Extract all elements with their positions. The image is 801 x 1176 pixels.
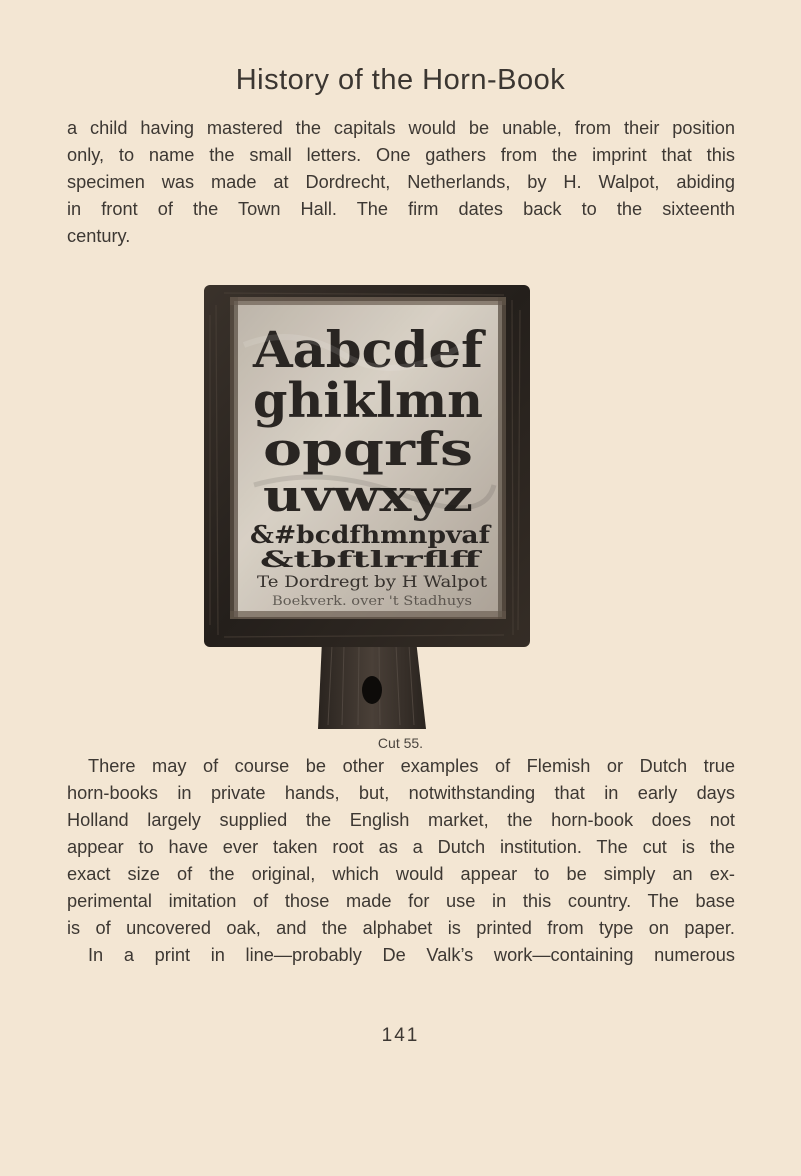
alphabet-row-3: opqrfs bbox=[263, 422, 473, 476]
figure-caption: Cut 55. bbox=[377, 735, 424, 751]
paragraph-2 bbox=[67, 753, 735, 969]
text-line: specimen was made at Dordrecht, Netherlands, by H. Walpot, abiding bbox=[67, 172, 735, 192]
text-line: exact size of the original, which would appear to be simply an ex- bbox=[67, 864, 735, 884]
text-line: only, to name the small letters. One gathers from the imprint that this bbox=[67, 145, 735, 165]
imprint-line-1: Te Dordregt by H Walpot bbox=[257, 572, 488, 591]
page-number: 141 bbox=[381, 1025, 420, 1046]
text-line: perimental imitation of those made for use in this country. The base bbox=[67, 891, 735, 911]
alphabet-row-1: Aabcdef bbox=[251, 320, 487, 379]
alphabet-row-5: &#bcdfhmnpvaf bbox=[250, 520, 492, 549]
text-line: In a print in line—probably De Valk’s work—containing numerous bbox=[88, 945, 735, 965]
horn-book-image bbox=[204, 285, 530, 729]
text-line: horn-books in private hands, but, notwithstanding that in early days bbox=[67, 783, 735, 803]
text-line: There may of course be other examples of Flemish or Dutch true bbox=[88, 756, 735, 776]
text-line: a child having mastered the capitals would be unable, from their position bbox=[67, 118, 735, 138]
handle-hole bbox=[362, 676, 382, 704]
text-line: century. bbox=[67, 226, 131, 246]
horn-book-illustration bbox=[204, 285, 530, 729]
text-line: is of uncovered oak, and the alphabet is printed from type on paper. bbox=[67, 918, 735, 938]
text-line: in front of the Town Hall. The firm dates back to the sixteenth bbox=[67, 199, 735, 219]
text-line: appear to have ever taken root as a Dutch institution. The cut is the bbox=[67, 837, 735, 857]
alphabet-row-2: ghiklmn bbox=[253, 373, 483, 429]
imprint-line-2: Boekverk. over 't Stadhuys bbox=[272, 594, 472, 609]
paragraph-1 bbox=[67, 115, 735, 250]
alphabet-row-4: uvwxyz bbox=[263, 471, 473, 522]
alphabet-row-6: &tbftlrrflff bbox=[260, 547, 484, 573]
text-line: Holland largely supplied the English market, the horn-book does not bbox=[67, 810, 735, 830]
running-head: History of the Horn-Book bbox=[235, 64, 566, 96]
